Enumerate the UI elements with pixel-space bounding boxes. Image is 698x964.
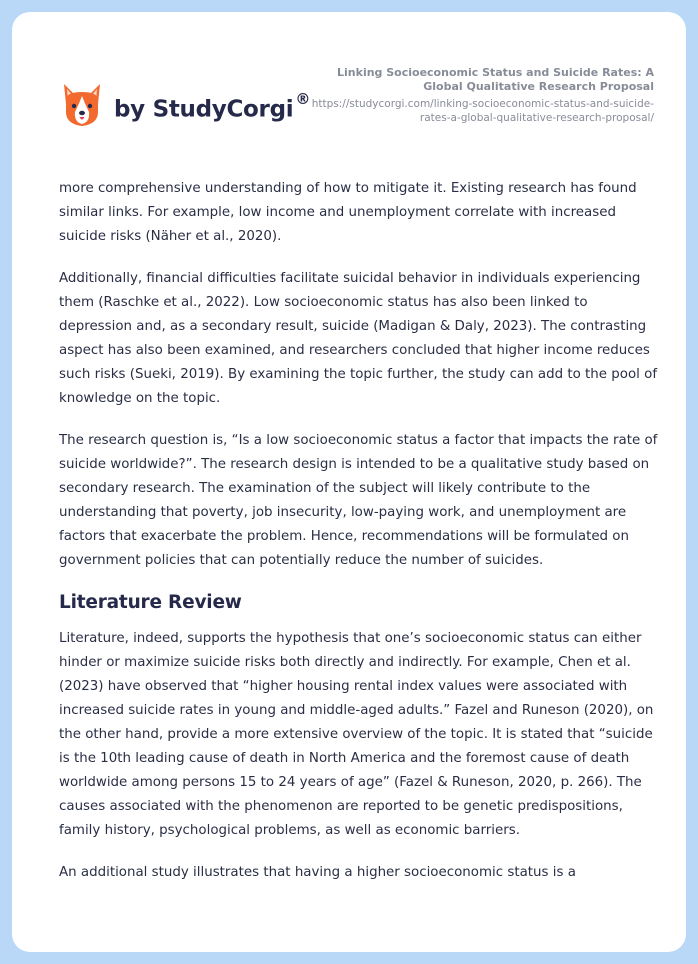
body-paragraph: more comprehensive understanding of how to mitigate it. Existing research has found similar links. For example, low income and unemployment correlate with increased suicide risks (Näher et al., 2020). bbox=[59, 181, 637, 244]
body-paragraph: Additionally, financial difficulties facilitate suicidal behavior in individuals experiencing them (Raschke et al., 2022). Low socioeconomic status has also been linked to depression and, as a secondary result, suicide (Madigan & Daly, 2023). The contrasting aspect has also been examined, and researchers concluded that higher income reduces such risks (Sueki, 2019). By examining the topic further, the study can add to the pool of knowledge on the topic. bbox=[59, 271, 658, 406]
registered-mark: ® bbox=[295, 90, 311, 108]
document-url[interactable]: https://studycorgi.com/linking-socioeconomic-status-and-suicide-rates-a-global-qualitative-research-proposal/ bbox=[311, 98, 654, 124]
document-title: Linking Socioeconomic Status and Suicide Rates: A Global Qualitative Research Proposal bbox=[337, 66, 654, 93]
document-header bbox=[294, 66, 654, 125]
section-heading: Literature Review bbox=[59, 592, 242, 613]
brand-text: by StudyCorgi bbox=[114, 96, 294, 123]
brand-name[interactable] bbox=[114, 90, 311, 123]
document-page bbox=[12, 12, 686, 952]
body-paragraph: Literature, indeed, supports the hypothesis that one’s socioeconomic status can either hinder or maximize suicide risks both directly and indirectly. For example, Chen et al. (2023) have observed that “higher housing rental index values were associated with increased suicide rates in young and middle-aged adults.” Fazel and Runeson (2020), on the other hand, provide a more extensive overview of the topic. It is stated that “suicide is the 10th leading cause of death in North America and the foremost cause of death worldwide among persons 15 to 24 years of age” (Fazel & Runeson, 2020, p. 266). The causes associated with the phenomenon are reported to be genetic predispositions, family history, psychological problems, as well as economic barriers. bbox=[59, 631, 654, 838]
corgi-logo-icon[interactable] bbox=[60, 76, 104, 136]
document-body bbox=[59, 177, 659, 903]
body-paragraph: An additional study illustrates that having a higher socioeconomic status is a bbox=[59, 865, 576, 880]
body-paragraph: The research question is, “Is a low socioeconomic status a factor that impacts the rate of suicide worldwide?”. The research design is intended to be a qualitative study based on secondary research. The examination of the subject will likely contribute to the understanding that poverty, job insecurity, low-paying work, and unemployment are factors that exacerbate the problem. Hence, recommendations will be formulated on government policies that can potentially reduce the number of suicides. bbox=[59, 433, 658, 568]
